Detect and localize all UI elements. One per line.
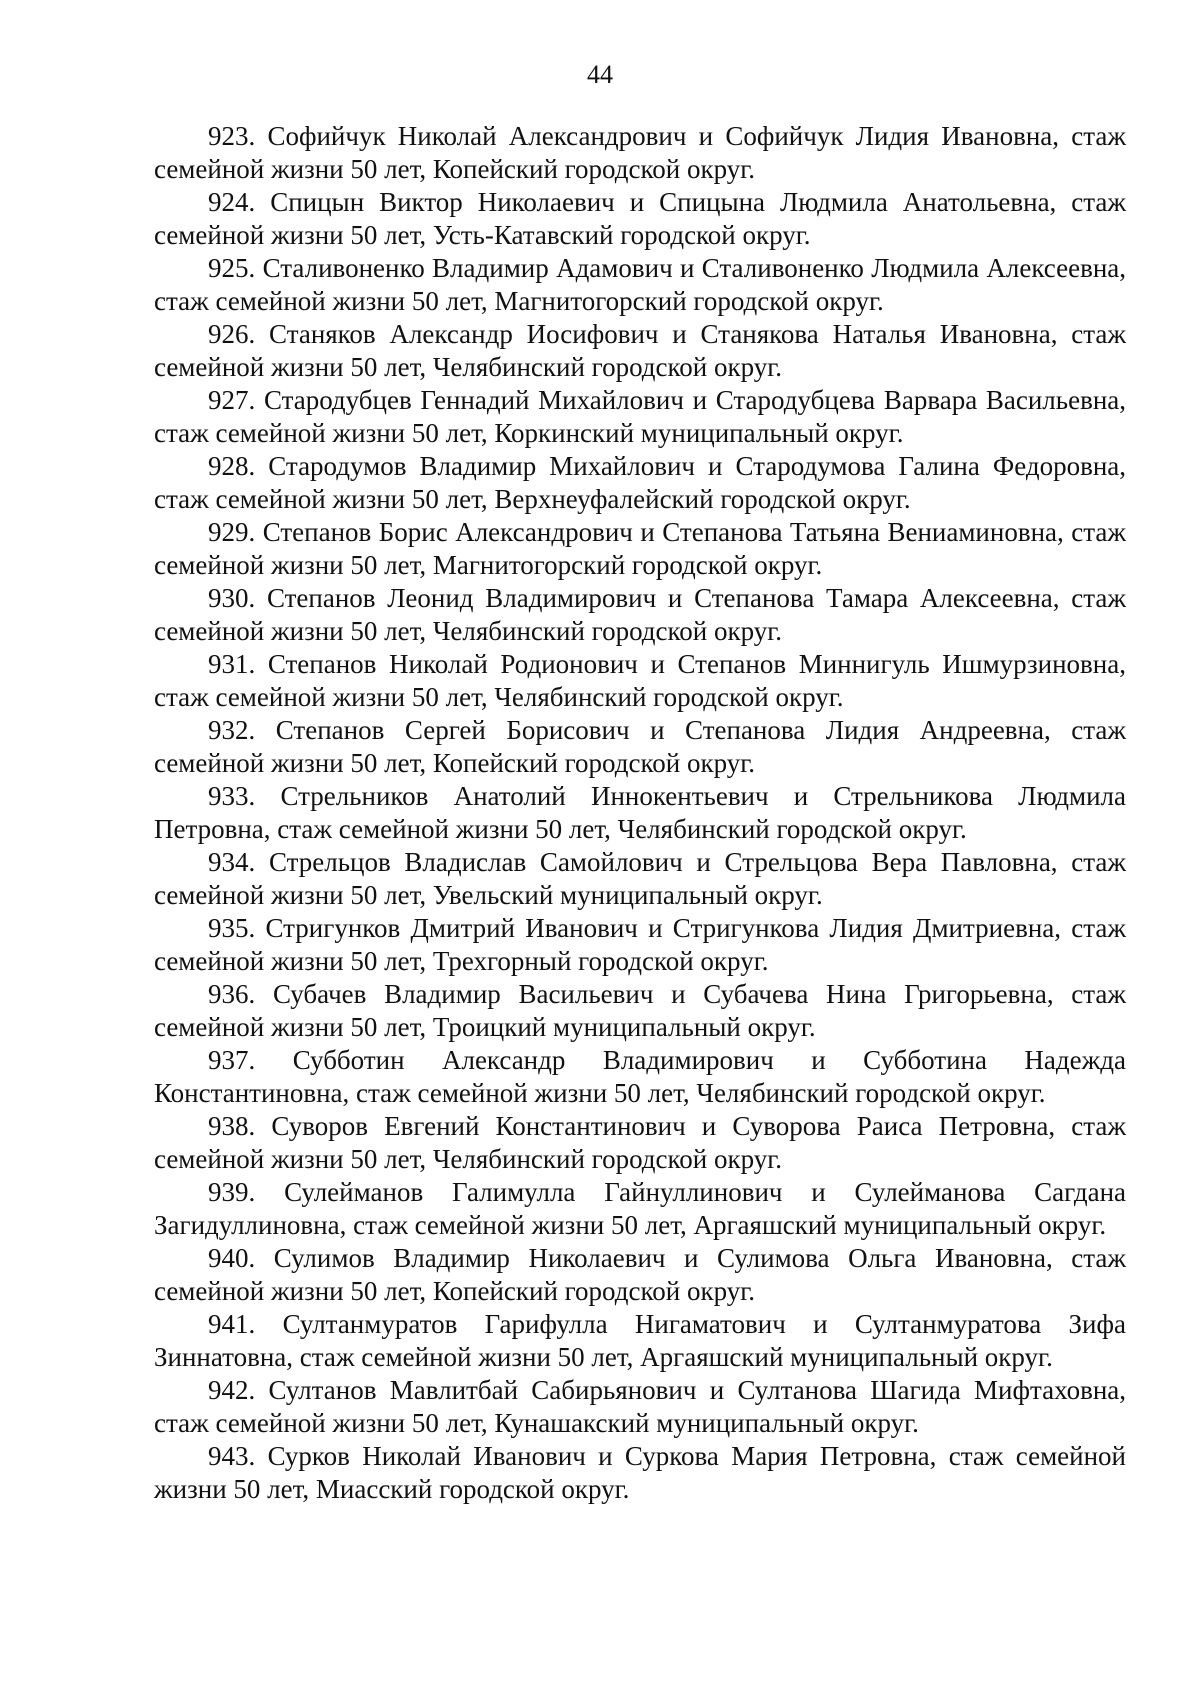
entry-text: Стрельцов Владислав Самойлович и Стрельцова Вера Павловна, стаж семейной жизни 50 лет, Увельский муниципальный округ.	[154, 847, 1127, 910]
entry-number: 933.	[208, 781, 256, 811]
list-item	[154, 714, 1126, 780]
entry-text: Субботин Александр Владимирович и Субботина Надежда Константиновна, стаж семейной жизни 50 лет, Челябинский городской округ.	[154, 1045, 1126, 1108]
list-item	[154, 1440, 1126, 1506]
entry-number: 941.	[208, 1309, 256, 1339]
entry-text: Сулимов Владимир Николаевич и Сулимова Ольга Ивановна, стаж семейной жизни 50 лет, Копейский городской округ.	[154, 1243, 1126, 1306]
list-item	[154, 648, 1126, 714]
entry-text: Султанов Мавлитбай Сабирьянович и Султанова Шагида Мифтаховна, стаж семейной жизни 50 лет, Кунашакский муниципальный округ.	[154, 1375, 1126, 1438]
entry-number: 940.	[208, 1243, 256, 1273]
list-item	[154, 516, 1126, 582]
entry-text: Степанов Леонид Владимирович и Степанова Тамара Алексеевна, стаж семейной жизни 50 лет, Челябинский городской округ.	[154, 583, 1127, 646]
entry-text: Сталивоненко Владимир Адамович и Сталивоненко Людмила Алексеевна, стаж семейной жизни 50 лет, Магнитогорский городской округ.	[154, 253, 1127, 316]
list-item	[154, 978, 1126, 1044]
entry-text: Станяков Александр Иосифович и Станякова Наталья Ивановна, стаж семейной жизни 50 лет, Челябинский городской округ.	[154, 319, 1126, 382]
list-item	[154, 1242, 1126, 1308]
entry-number: 935.	[208, 913, 256, 943]
list-item	[154, 252, 1126, 318]
list-item	[154, 1110, 1126, 1176]
list-item	[154, 1044, 1126, 1110]
entry-text: Степанов Борис Александрович и Степанова Татьяна Вениаминовна, стаж семейной жизни 50 лет, Магнитогорский городской округ.	[154, 517, 1126, 580]
list-item	[154, 186, 1126, 252]
entry-text: Стародумов Владимир Михайлович и Стародумова Галина Федоровна, стаж семейной жизни 50 лет, Верхнеуфалейский городской округ.	[154, 451, 1127, 514]
entry-number: 925.	[208, 253, 256, 283]
entry-text: Стригунков Дмитрий Иванович и Стригункова Лидия Дмитриевна, стаж семейной жизни 50 лет, Трехгорный городской округ.	[154, 913, 1127, 976]
entry-number: 939.	[208, 1177, 256, 1207]
list-item	[154, 1308, 1126, 1374]
list-item	[154, 1176, 1126, 1242]
entry-text: Султанмуратов Гарифулла Нигаматович и Султанмуратова Зифа Зиннатовна, стаж семейной жизни 50 лет, Аргаяшский муниципальный округ.	[154, 1309, 1126, 1372]
entry-number: 936.	[208, 979, 256, 1009]
entry-number: 931.	[208, 649, 256, 679]
entry-text: Степанов Сергей Борисович и Степанова Лидия Андреевна, стаж семейной жизни 50 лет, Копейский городской округ.	[154, 715, 1127, 778]
list-item	[154, 846, 1126, 912]
entry-number: 938.	[208, 1111, 256, 1141]
entry-number: 930.	[208, 583, 256, 613]
entry-text: Спицын Виктор Николаевич и Спицына Людмила Анатольевна, стаж семейной жизни 50 лет, Усть-Катавский городской округ.	[154, 187, 1126, 250]
list-item	[154, 318, 1126, 384]
list-item	[154, 120, 1126, 186]
list-item	[154, 450, 1126, 516]
entry-number: 942.	[208, 1375, 256, 1405]
list-item	[154, 582, 1126, 648]
entry-number: 943.	[208, 1441, 256, 1471]
entry-text: Суворов Евгений Константинович и Суворова Раиса Петровна, стаж семейной жизни 50 лет, Челябинский городской округ.	[154, 1111, 1127, 1174]
list-item	[154, 912, 1126, 978]
page-number: 44	[587, 60, 613, 89]
entry-text: Стрельников Анатолий Иннокентьевич и Стрельникова Людмила Петровна, стаж семейной жизни 50 лет, Челябинский городской округ.	[154, 781, 1127, 844]
entry-number: 932.	[208, 715, 256, 745]
entry-list	[154, 120, 1126, 1506]
entry-number: 924.	[208, 187, 256, 217]
entry-number: 929.	[208, 517, 256, 547]
entry-text: Стародубцев Геннадий Михайлович и Стародубцева Варвара Васильевна, стаж семейной жизни 50 лет, Коркинский муниципальный округ.	[154, 385, 1126, 448]
entry-text: Степанов Николай Родионович и Степанов Миннигуль Ишмурзиновна, стаж семейной жизни 50 лет, Челябинский городской округ.	[154, 649, 1126, 712]
list-item	[154, 780, 1126, 846]
list-item	[154, 384, 1126, 450]
entry-number: 928.	[208, 451, 256, 481]
entry-number: 923.	[208, 121, 256, 151]
entry-text: Сурков Николай Иванович и Суркова Мария Петровна, стаж семейной жизни 50 лет, Миасский городской округ.	[154, 1441, 1126, 1504]
entry-number: 926.	[208, 319, 256, 349]
list-item	[154, 1374, 1126, 1440]
entry-number: 927.	[208, 385, 256, 415]
entry-text: Софийчук Николай Александрович и Софийчук Лидия Ивановна, стаж семейной жизни 50 лет, Копейский городской округ.	[154, 121, 1126, 184]
entry-number: 934.	[208, 847, 256, 877]
entry-text: Сулейманов Галимулла Гайнуллинович и Сулейманова Сагдана Загидуллиновна, стаж семейной жизни 50 лет, Аргаяшский муниципальный округ.	[154, 1177, 1126, 1240]
entry-number: 937.	[208, 1045, 256, 1075]
entry-text: Субачев Владимир Васильевич и Субачева Нина Григорьевна, стаж семейной жизни 50 лет, Троицкий муниципальный округ.	[154, 979, 1127, 1042]
